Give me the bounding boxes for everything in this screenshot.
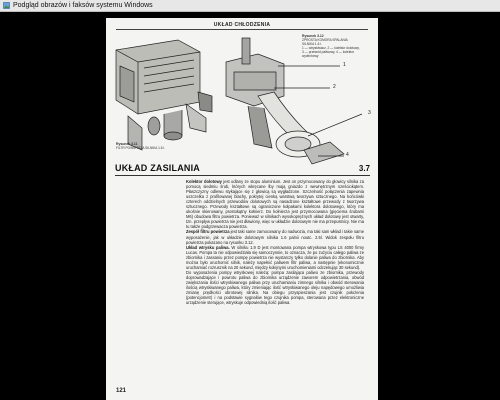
image-viewport[interactable] [0, 12, 500, 400]
paragraph-text: jest taki same zamocowany do nadwozia, ma taki sam wkład i takie same wyposażenie, jak w układzie dolotowym silnika 1.6 palnii noutc. 2.5l. Widok zespołu filtru powietrza pokazano na rysunku 3.12. [186, 229, 364, 245]
callout-2: 2 [333, 84, 336, 90]
paragraph-text: W silniku 1.9 D jest montowana pompa wtryskowa typu LS 4000 firmy Lucas. Pompa ta nie odpowiedziała się samoczynnie, to oznacza, że po zużyciu całego paliwa ze zbiornika i zassaniu przez pompę powietrza nie wystarczy tylko dolanie paliwa do zbiornika. Aby można było uruchomić silnik, należy napełnić paliwem filtr paliwa, a następnie (ekonomicznie uruchamiać rozrusznik na 20 sekund, między kolejnymi uruchomieniami odczekując 30 sekund). [186, 244, 365, 270]
page-number: 121 [116, 388, 127, 394]
window-titlebar [0, 0, 500, 12]
figure-right-caption [302, 34, 360, 58]
section-number: 3.7 [358, 164, 370, 173]
window-title: Podgląd obrazów i faksów systemu Windows [13, 2, 153, 9]
air-filter-drawing [116, 40, 212, 150]
image-viewer-icon [3, 2, 10, 9]
paragraph [186, 270, 364, 305]
figure-right-caption-id: Rysunek 3.12 [302, 34, 324, 38]
figure-left-caption [116, 142, 165, 150]
figure-left-caption-text: FILTR POWIETRZA SILNIKA 1.6 l. [116, 146, 166, 150]
paragraph-text: jest odlany ze stopu aluminium. Jest on przymocowany do głowicy silnika za pomocą siedmiu śrub, których wkręcane łby mają gniazdo z wewnętrznym sześciokątem. Płaszczyzny odlewu stykające się z głowicą są wygładzone. Szczelność połączenia zapewnia uszczelka z profilowanej blachy, pokrytej cienką warstwą tworzywa sztucznego. Na końcówki czterech oddzielnych przewodów dolotowych są nasadzone kształtowe przewody z tworzywa sztucznego. Przewody kształtowe są ograniczone kołpakami kolektora dolotowego, który ma ukośnie skierowany, prostokątny kołnierz. Do kołnierza jest przymocowana (gięciema śrubami M6) obudowa filtru powietrza. Ponieważ w silnikach wysokoprężnych układ dolotowy jest otwarty, tzn. przepływ powietrza nie jest dławiony, więc w układzie dolotowym nie ma przepustnicy. Nie ma tu także podgrzewacza powietrza. [186, 179, 364, 230]
figure-right-caption-line: ZPROSTA KOMORA SPALANIA [302, 38, 348, 42]
figure-right-caption-line: 3 — przewód paliwowy, 4 — kolektor [302, 50, 355, 54]
paragraph-lead: Kolektor dolotowy [186, 179, 222, 184]
paragraph [186, 179, 364, 229]
body-text [186, 179, 364, 305]
figure-left-caption-id: Rysunek 3.11 [116, 142, 138, 146]
page-header: UKŁAD CHŁODZENIA [116, 21, 368, 30]
scanned-page [106, 18, 378, 400]
callout-1: 1 [343, 62, 346, 68]
paragraph [186, 229, 364, 244]
paragraph-text: Do wyposażenia pompy wtryskowej należą: pompa zasilająca paliwo ze zbiornika, przewody doprowadzające i powrotu paliwa do zbiornika urządzenie zaworem odpowietrzania, obwód zwiększania ilości wtryskiwanego paliwa przy uruchamianiu zimnego silnika i obwód sterowania ilością wtryskiwanego paliwa, który zmieniając ilość wtryskiwanego oleju napędowego umożliwia zmianę prędkości obrotowej silnika. Na obiegu przyspieszania jest czujnik położenia (potencjometr) i na podstawie sygnałów tego czujnika pompa, sterowana przez elektroniczne urządzenie sterujące, wtryskuje odpowiednią ilość paliwa. [186, 269, 364, 306]
figure-right-caption-line: 1 — wtryskiwacz, 2 — kolektor dolotowy, [302, 46, 360, 50]
figure-right-caption-line: wydechowy [302, 54, 319, 58]
callout-3: 3 [368, 110, 371, 116]
section-divider [115, 175, 370, 176]
section-title: UKŁAD ZASILANIA [115, 163, 200, 173]
paragraph-lead: Układ wtrysku paliwa. [186, 244, 230, 250]
paragraph [186, 245, 364, 270]
figure-right-caption-line: SILNIKA 1.6 l. [302, 42, 322, 46]
callout-4: 4 [346, 152, 349, 158]
paragraph-lead: Zespół filtru powietrza [186, 229, 230, 235]
